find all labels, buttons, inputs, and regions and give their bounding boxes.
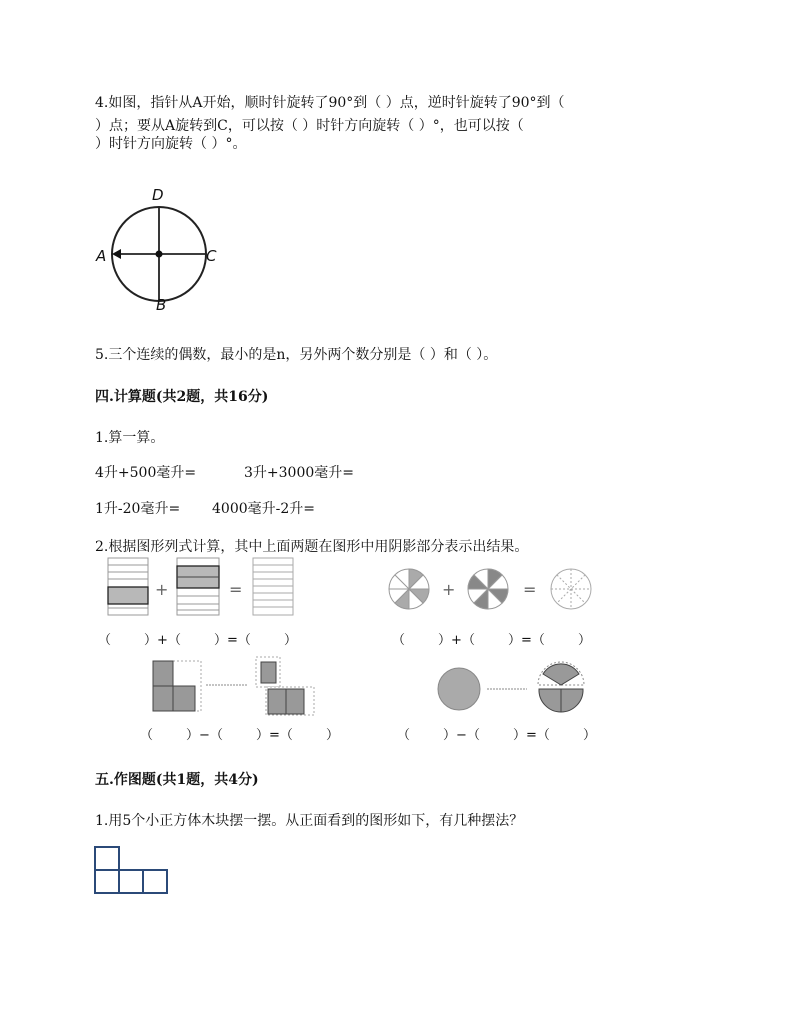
s4-q2-title: 2.根据图形列式计算，其中上面两题在图形中用阴影部分表示出结果。 [95, 539, 529, 555]
q4-line3: ）时针方向旋转（ ）°。 [95, 136, 247, 152]
s4-q1-row1a: 4升+500毫升= [95, 465, 197, 481]
circle-2 [468, 569, 508, 609]
q4-line2: ）点；要从A旋转到C，可以按（ ）时针方向旋转（ ）°，也可以按（ [95, 118, 524, 134]
label-c: C [206, 247, 217, 265]
circle-result [551, 569, 591, 609]
split-pie [538, 662, 584, 712]
s5-q1-title: 1.用5个小正方体木块摆一摆。从正面看到的图形如下，有几种摆法？ [95, 813, 524, 829]
s4-q1-row1b: 3升+3000毫升= [244, 465, 354, 481]
s4-q1-row2a: 1升-20毫升= [95, 501, 181, 517]
fig2-equals: = [523, 580, 537, 599]
full-pie [438, 668, 480, 710]
label-a: A [96, 247, 107, 265]
circle-addition-figure [380, 565, 600, 615]
strip-addition-figure [100, 556, 300, 622]
strip-2 [177, 558, 219, 615]
fig2-plus: + [442, 580, 456, 599]
center-dot [156, 251, 163, 258]
fig1-equals: = [229, 580, 243, 599]
q5-text: 5.三个连续的偶数，最小的是n，另外两个数分别是（ ）和（ ）。 [95, 347, 498, 363]
fig2-blank: （ ）+（ ）=（ ） [392, 633, 591, 648]
l-shape-parts [256, 657, 314, 715]
s4-q1-row2b: 4000毫升-2升= [212, 501, 315, 517]
fig4-blank: （ ）−（ ）=（ ） [397, 728, 596, 743]
l-shape-whole [153, 661, 201, 711]
circle-1 [389, 569, 429, 609]
front-view-squares [95, 847, 167, 893]
strip-result [253, 558, 293, 615]
section5-title: 五.作图题(共1题，共4分) [95, 772, 259, 788]
q4-line1: 4.如图，指针从A开始，顺时针旋转了90°到（ ）点，逆时针旋转了90°到（ [95, 95, 565, 111]
strip-1 [108, 558, 148, 615]
cube-front-view [93, 845, 169, 897]
label-b: B [156, 296, 167, 314]
fig1-blank: （ ）+（ ）=（ ） [98, 633, 297, 648]
pie-subtraction-figure [430, 660, 600, 716]
label-d: D [152, 186, 164, 204]
fig1-plus: + [155, 580, 169, 599]
section4-title: 四.计算题(共2题，共16分) [95, 389, 269, 405]
s4-q1-title: 1.算一算。 [95, 430, 165, 446]
square-subtraction-figure [148, 655, 323, 717]
pointer-arrowhead [112, 249, 121, 259]
fig3-blank: （ ）−（ ）=（ ） [140, 728, 339, 743]
